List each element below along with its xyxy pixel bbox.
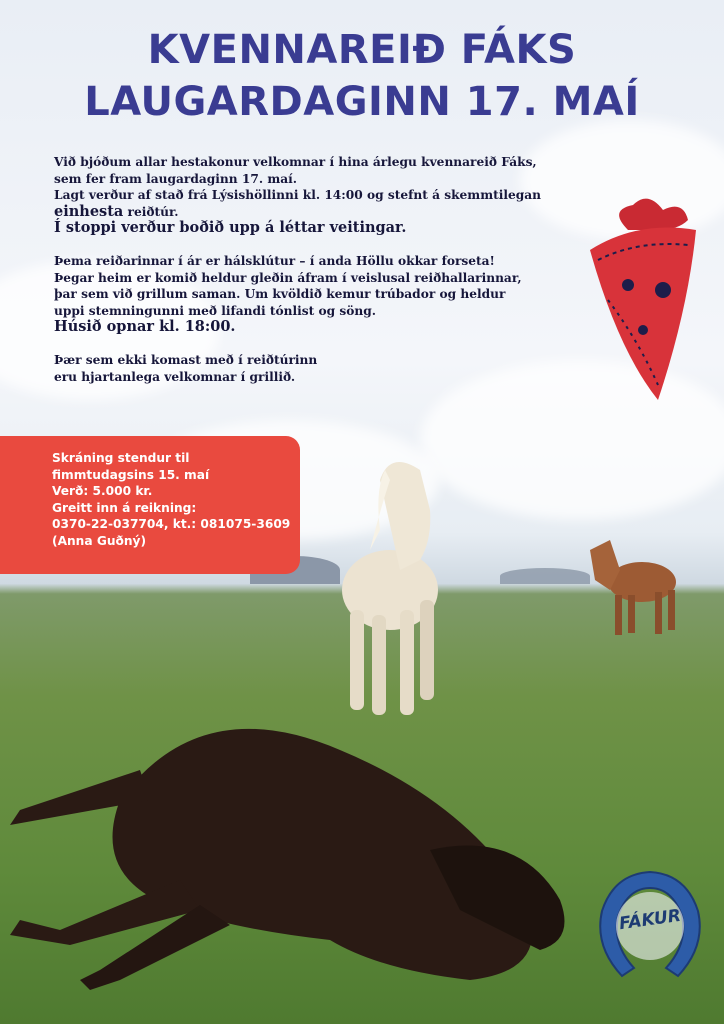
title-line-1: KVENNAREIÐ FÁKS: [147, 27, 577, 73]
theme-line: Þema reiðarinnar í ár er hálsklútur – í anda Höllu okkar forseta!: [54, 253, 495, 268]
event-description: [54, 154, 594, 385]
registration-account: 0370-22-037704, kt.: 081075-3609: [52, 517, 291, 532]
registration-box: [0, 436, 300, 574]
theme-line: þar sem við grillum saman. Um kvöldið kemur trúbador og heldur: [54, 287, 506, 302]
opening-time: Húsið opnar kl. 18:00.: [54, 318, 236, 336]
lying-black-horse-illustration: [0, 680, 600, 1000]
grill-line: Þær sem ekki komast með í reiðtúrinn: [54, 352, 318, 367]
registration-line: Greitt inn á reikning:: [52, 500, 197, 515]
intro-line: Í stoppi verður boðið upp á léttar veitingar.: [54, 219, 407, 237]
intro-line: [54, 204, 594, 221]
intro-emphasis: einhesta: [54, 202, 124, 220]
logo-text: FÁKUR: [617, 905, 683, 935]
intro-line: Við bjóðum allar hestakonur velkomnar í hina árlegu kvennareið Fáks,: [54, 155, 537, 169]
fakur-logo: [592, 866, 708, 982]
registration-line: fimmtudagsins 15. maí: [52, 467, 210, 482]
title-line-2: LAUGARDAGINN 17. MAÍ: [84, 79, 640, 125]
page-title: [0, 24, 724, 128]
grill-line: eru hjartanlega velkomnar í grillið.: [54, 369, 296, 384]
theme-line: Þegar heim er komið heldur gleðin áfram í veislusal reiðhallarinnar,: [54, 270, 522, 285]
registration-contact: (Anna Guðný): [52, 533, 147, 548]
intro-text: reiðtúr.: [123, 204, 179, 219]
bandana-icon: [588, 190, 698, 405]
intro-line: Lagt verður af stað frá Lýsishöllinni kl. 14:00 og stefnt á skemmtilegan: [54, 188, 542, 203]
registration-price: Verð: 5.000 kr.: [52, 484, 153, 499]
chestnut-horse-illustration: [580, 540, 690, 640]
theme-line: uppi stemningunni með lifandi tónlist og söng.: [54, 303, 377, 318]
intro-line: sem fer fram laugardaginn 17. maí.: [54, 171, 297, 186]
registration-line: Skráning stendur til: [52, 451, 190, 465]
